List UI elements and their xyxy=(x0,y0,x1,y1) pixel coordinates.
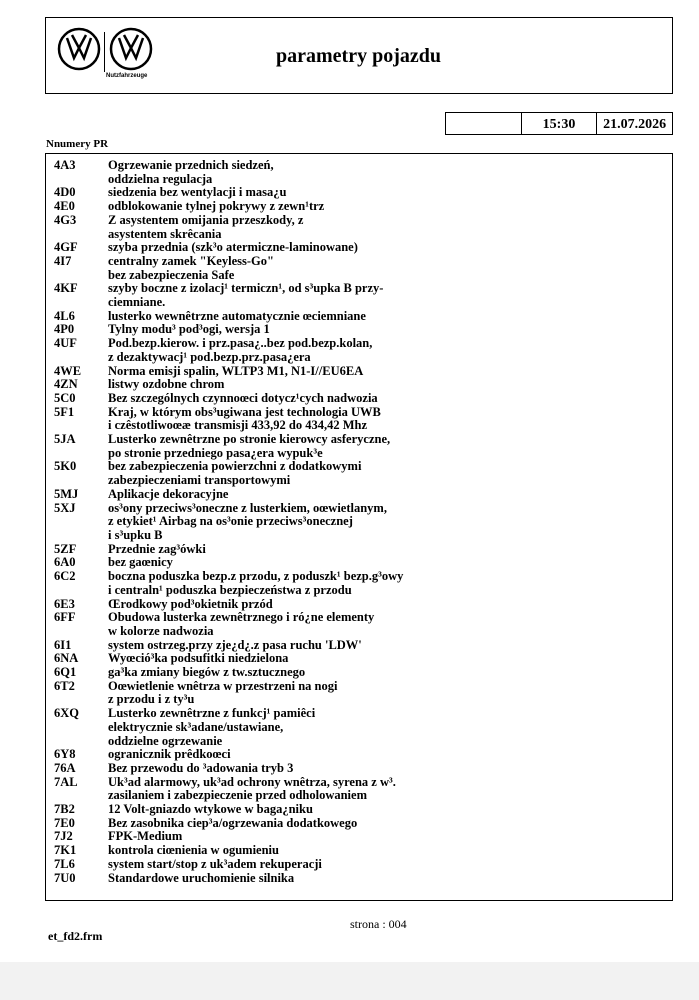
pr-code: 6FF xyxy=(54,610,76,625)
pr-description-line: asystentem skrêcania xyxy=(108,226,222,241)
pr-list-box xyxy=(45,153,673,901)
pr-row xyxy=(54,241,648,255)
pr-code: 6Y8 xyxy=(54,747,76,762)
pr-row xyxy=(54,323,648,337)
pr-description-line: bez zabezpieczenia powierzchni z dodatkowymi xyxy=(108,459,362,474)
pr-description-line: Pod.bezp.kierow. i prz.pasa¿..bez pod.bezp.kolan, xyxy=(108,336,373,351)
vw-commercial-logo-icon xyxy=(108,26,154,72)
pr-row xyxy=(54,365,648,379)
pr-description-line: Wyœció³ka podsufitki niedzielona xyxy=(108,651,289,666)
pr-code: 5JA xyxy=(54,432,76,447)
pr-description xyxy=(108,666,648,680)
pr-description-line: z przodu i z ty³u xyxy=(108,692,195,707)
pr-description-line: Uk³ad alarmowy, uk³ad ochrony wnêtrza, syrena z w³. xyxy=(108,774,396,789)
pr-description-line: elektrycznie sk³adane/ustawiane, xyxy=(108,719,284,734)
pr-description-line: zabezpieczeniami transportowymi xyxy=(108,473,291,488)
pr-description-line: po stronie przedniego pasa¿era wypuk³e xyxy=(108,445,323,460)
pr-description-line: boczna poduszka bezp.z przodu, z poduszk¹ bezp.g³owy xyxy=(108,569,404,584)
pr-description xyxy=(108,502,648,543)
pr-row xyxy=(54,310,648,324)
pr-description xyxy=(108,830,648,844)
pr-row xyxy=(54,570,648,597)
pr-description-line: lusterko wewnêtrzne automatycznie œciemniane xyxy=(108,308,366,323)
pr-code: 7E0 xyxy=(54,815,75,830)
pr-code: 7AL xyxy=(54,774,78,789)
pr-description-line: bez zabezpieczenia Safe xyxy=(108,267,235,282)
pr-description-line: Z asystentem omijania przeszkody, z xyxy=(108,212,304,227)
pr-description-line: w kolorze nadwozia xyxy=(108,623,214,638)
pr-code: 4P0 xyxy=(54,322,75,337)
pr-description-line: i czêstotliwoœæ transmisji 433,92 do 434,42 Mhz xyxy=(108,418,367,433)
pr-description xyxy=(108,680,648,707)
footer-bar xyxy=(0,962,699,1000)
pr-description xyxy=(108,323,648,337)
pr-row xyxy=(54,872,648,886)
pr-description xyxy=(108,200,648,214)
pr-description-line: Ogrzewanie przednich siedzeń, xyxy=(108,158,274,172)
pr-code: 4I7 xyxy=(54,253,72,268)
pr-code: 6C2 xyxy=(54,569,76,584)
pr-row xyxy=(54,543,648,557)
pr-row xyxy=(54,214,648,241)
pr-row xyxy=(54,817,648,831)
vw-logo-icon xyxy=(56,26,102,72)
pr-row xyxy=(54,433,648,460)
pr-code: 6T2 xyxy=(54,678,75,693)
pr-row xyxy=(54,611,648,638)
pr-row xyxy=(54,639,648,653)
pr-code: 4L6 xyxy=(54,308,75,323)
pr-description-line: Lusterko zewnêtrzne po stronie kierowcy asferyczne, xyxy=(108,432,391,447)
pr-description-line: zasilaniem i zabezpieczenie przed odholowaniem xyxy=(108,788,367,803)
pr-row xyxy=(54,502,648,543)
pr-description-line: ga³ka zmiany biegów z tw.sztucznego xyxy=(108,665,306,680)
pr-description xyxy=(108,337,648,364)
pr-code: 4D0 xyxy=(54,185,76,200)
pr-description xyxy=(108,844,648,858)
pr-code: 4A3 xyxy=(54,158,76,172)
page-title: parametry pojazdu xyxy=(276,45,441,67)
pr-code: 6XQ xyxy=(54,706,79,721)
pr-row xyxy=(54,776,648,803)
pr-description xyxy=(108,255,648,282)
pr-row xyxy=(54,556,648,570)
pr-description xyxy=(108,858,648,872)
section-label: Nnumery PR xyxy=(46,138,109,150)
pr-description xyxy=(108,186,648,200)
logo-divider xyxy=(104,32,105,72)
pr-code: 4UF xyxy=(54,336,77,351)
pr-description-line: Aplikacje dekoracyjne xyxy=(108,486,229,501)
pr-description xyxy=(108,282,648,309)
file-name: et_fd2.frm xyxy=(48,929,103,943)
pr-description xyxy=(108,488,648,502)
pr-code: 4GF xyxy=(54,240,78,255)
pr-code: 6NA xyxy=(54,651,79,666)
pr-description-line: szyba przednia (szk³o atermiczne-laminowane) xyxy=(108,240,358,255)
pr-code: 4E0 xyxy=(54,199,75,214)
pr-code: 6E3 xyxy=(54,596,75,611)
pr-description xyxy=(108,570,648,597)
pr-row xyxy=(54,844,648,858)
pr-row xyxy=(54,680,648,707)
pr-description-line: listwy ozdobne chrom xyxy=(108,377,225,392)
pr-description-line: centralny zamek "Keyless-Go" xyxy=(108,253,274,268)
pr-description-line: system ostrzeg.przy zje¿d¿.z pasa ruchu 'LDW' xyxy=(108,637,362,652)
date-cell: 21.07.2026 xyxy=(596,113,672,134)
pr-description-line: Przednie zag³ówki xyxy=(108,541,206,556)
pr-code: 76A xyxy=(54,760,76,775)
pr-description-line: Obudowa lusterka zewnêtrznego i ró¿ne elementy xyxy=(108,610,375,625)
pr-description-line: ogranicznik prêdkoœci xyxy=(108,747,231,762)
pr-code: 4WE xyxy=(54,363,82,378)
pr-row xyxy=(54,707,648,748)
pr-description xyxy=(108,762,648,776)
pr-description xyxy=(108,748,648,762)
pr-code: 5MJ xyxy=(54,486,79,501)
pr-description xyxy=(108,406,648,433)
pr-description-line: Tylny modu³ pod³ogi, wersja 1 xyxy=(108,322,270,337)
pr-row xyxy=(54,392,648,406)
pr-description-line: Bez szczególnych czynnoœci dotycz¹cych nadwozia xyxy=(108,390,378,405)
pr-description-line: odblokowanie tylnej pokrywy z zewn¹trz xyxy=(108,199,325,214)
time-cell: 15:30 xyxy=(521,113,597,134)
pr-description xyxy=(108,652,648,666)
pr-row xyxy=(54,282,648,309)
pr-code: 5C0 xyxy=(54,390,76,405)
pr-row xyxy=(54,337,648,364)
pr-row xyxy=(54,460,648,487)
pr-code: 7B2 xyxy=(54,802,75,817)
pr-description xyxy=(108,392,648,406)
page-number: strona : 004 xyxy=(350,917,407,931)
pr-description-line: Oœwietlenie wnêtrza w przestrzeni na nogi xyxy=(108,678,338,693)
pr-description-line: kontrola ciœnienia w ogumieniu xyxy=(108,843,279,858)
pr-description-line: szyby boczne z izolacj¹ termiczn¹, od s³upka B przy- xyxy=(108,281,384,296)
pr-description xyxy=(108,310,648,324)
pr-description xyxy=(108,378,648,392)
pr-code: 7K1 xyxy=(54,843,77,858)
pr-description-line: Œrodkowy pod³okietnik przód xyxy=(108,596,273,611)
pr-row xyxy=(54,200,648,214)
pr-code: 4G3 xyxy=(54,212,77,227)
pr-description-line: bez gaœnicy xyxy=(108,555,173,570)
logo-subtitle: Nutzfahrzeuge xyxy=(106,73,148,79)
pr-list xyxy=(54,159,648,885)
pr-code: 7U0 xyxy=(54,870,76,885)
pr-description-line: Lusterko zewnêtrzne z funkcj¹ pamiêci xyxy=(108,706,316,721)
blank-cell xyxy=(446,113,521,134)
pr-code: 7J2 xyxy=(54,829,73,844)
pr-code: 6A0 xyxy=(54,555,76,570)
pr-description-line: z etykiet¹ Airbag na os³onie przeciws³onecznej xyxy=(108,514,353,529)
pr-description xyxy=(108,598,648,612)
pr-description xyxy=(108,611,648,638)
pr-description-line: os³ony przeciws³oneczne z lusterkiem, oœwietlanym, xyxy=(108,500,387,515)
pr-row xyxy=(54,255,648,282)
pr-row xyxy=(54,488,648,502)
pr-description-line: ciemniane. xyxy=(108,295,166,310)
pr-description-line: Norma emisji spalin, WLTP3 M1, N1-I//EU6EA xyxy=(108,363,364,378)
pr-code: 4KF xyxy=(54,281,78,296)
pr-row xyxy=(54,666,648,680)
pr-code: 6I1 xyxy=(54,637,72,652)
pr-description-line: z dezaktywacj¹ pod.bezp.prz.pasa¿era xyxy=(108,349,311,364)
pr-description xyxy=(108,365,648,379)
pr-row xyxy=(54,159,648,186)
pr-row xyxy=(54,858,648,872)
pr-code: 4ZN xyxy=(54,377,78,392)
pr-description-line: Standardowe uruchomienie silnika xyxy=(108,870,295,885)
pr-description xyxy=(108,639,648,653)
pr-description-line: Bez zasobnika ciep³a/ogrzewania dodatkowego xyxy=(108,815,358,830)
pr-description xyxy=(108,803,648,817)
timestamp-box xyxy=(445,112,673,135)
pr-description-line: 12 Volt-gniazdo wtykowe w baga¿niku xyxy=(108,802,313,817)
pr-row xyxy=(54,830,648,844)
pr-description xyxy=(108,707,648,748)
pr-description xyxy=(108,872,648,886)
pr-row xyxy=(54,748,648,762)
pr-description xyxy=(108,159,648,186)
pr-description xyxy=(108,817,648,831)
pr-description-line: oddzielne ogrzewanie xyxy=(108,733,223,748)
pr-description xyxy=(108,241,648,255)
pr-description xyxy=(108,433,648,460)
pr-code: 7L6 xyxy=(54,856,75,871)
pr-code: 5ZF xyxy=(54,541,77,556)
pr-description-line: system start/stop z uk³adem rekuperacji xyxy=(108,856,322,871)
pr-code: 5XJ xyxy=(54,500,76,515)
pr-row xyxy=(54,598,648,612)
pr-description-line: siedzenia bez wentylacji i masa¿u xyxy=(108,185,287,200)
vw-logo xyxy=(56,26,156,86)
pr-row xyxy=(54,762,648,776)
pr-code: 5F1 xyxy=(54,404,75,419)
pr-row xyxy=(54,406,648,433)
pr-description xyxy=(108,460,648,487)
pr-description-line: Bez przewodu do ³adowania tryb 3 xyxy=(108,760,294,775)
pr-code: 6Q1 xyxy=(54,665,77,680)
pr-description xyxy=(108,556,648,570)
pr-row xyxy=(54,803,648,817)
pr-description xyxy=(108,543,648,557)
pr-description-line: oddzielna regulacja xyxy=(108,171,213,186)
header-box xyxy=(45,17,673,94)
pr-row xyxy=(54,378,648,392)
pr-row xyxy=(54,186,648,200)
pr-row xyxy=(54,652,648,666)
pr-description-line: i centraln¹ poduszka bezpieczeństwa z przodu xyxy=(108,582,352,597)
pr-description-line: i s³upku B xyxy=(108,527,163,542)
pr-description xyxy=(108,214,648,241)
pr-description xyxy=(108,776,648,803)
pr-description-line: Kraj, w którym obs³ugiwana jest technologia UWB xyxy=(108,404,381,419)
pr-code: 5K0 xyxy=(54,459,77,474)
pr-description-line: FPK-Medium xyxy=(108,829,183,844)
